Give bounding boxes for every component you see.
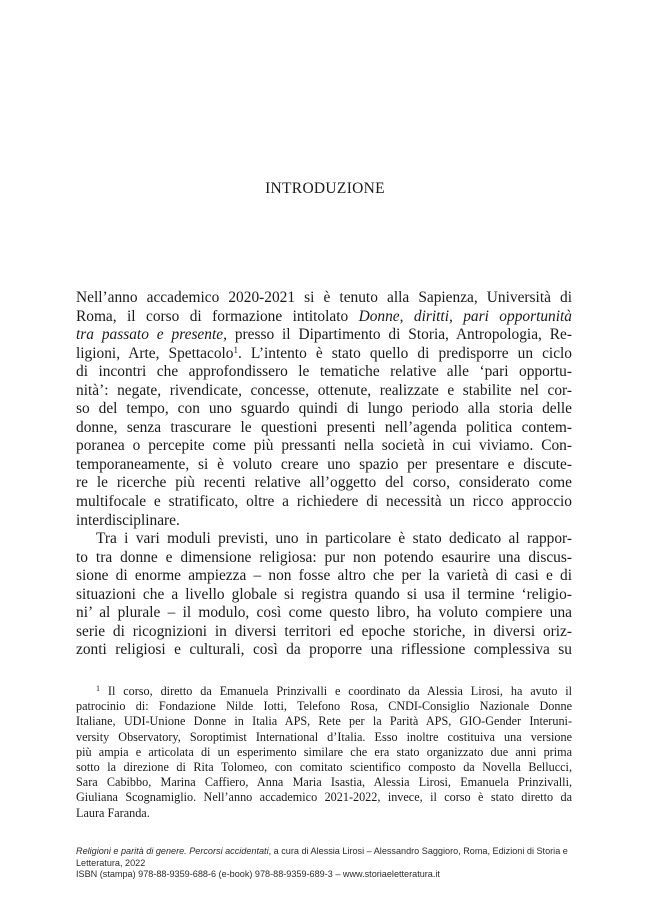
text-line: nità’: negate, rivendicate, concesse, ottenute, realizzate e stabilite nel cor- xyxy=(76,381,572,399)
text-line: sione di enorme ampiezza – non fosse altro che per la varietà di casi e di xyxy=(76,567,572,585)
footnote-line: Laura Faranda. xyxy=(76,805,150,820)
text-line: Tra i vari moduli previsti, uno in particolare è stato dedicato al rappor- xyxy=(96,530,572,548)
text-line: interdisciplinare. xyxy=(76,511,180,529)
text-line: serie di ricognizioni in diversi territori ed epoche storiche, in diversi oriz- xyxy=(76,622,572,640)
text-line: to tra donne e dimensione religiosa: pur non potendo esaurire una discus- xyxy=(76,548,572,566)
footnote-line: più ampia e articolata di un esperimento similare che era stato organizzato due anni prima xyxy=(76,744,572,759)
text-line: Nell’anno accademico 2020-2021 si è tenuto alla Sapienza, Università di xyxy=(76,289,572,306)
isbn-line: ISBN (stampa) 978-88-9359-688-6 (e-book) 978-88-9359-689-3 – www.storiaeletteratura.it xyxy=(76,869,440,880)
text-line: multifocale e stratificato, oltre a richiedere di necessità un ricco approccio xyxy=(76,493,572,511)
footnote-line: versity Observatory, Soroptimist International d’Italia. Esso inoltre costituiva una versione xyxy=(76,729,572,744)
text-line: temporaneamente, si è voluto creare uno spazio per presentare e discute- xyxy=(76,455,572,473)
colophon-line: Letteratura, 2022 xyxy=(76,857,146,868)
chapter-title: INTRODUZIONE xyxy=(265,180,385,197)
course-title-italic: tra passato e presente xyxy=(76,326,224,344)
text-line: poranea o percepite come più pressanti nella società in cui viviamo. Con- xyxy=(76,437,572,455)
text-line: ligioni, Arte, Spettacolo$^1$. L’intento è stato quello di predisporre un ciclo xyxy=(76,344,572,362)
main-text xyxy=(76,289,572,660)
course-title-italic: Donne, diritti, pari opportunità xyxy=(358,307,572,325)
footnote-reference[interactable]: 1 xyxy=(233,344,238,355)
footnote-line: sotto la direzione di Rita Tolomeo, con comitato scientifico composto da Novella Bellucci, xyxy=(76,760,572,775)
footnote-line: Italiane, UDI-Unione Donne in Italia APS, Rete per la Parità APS, GIO-Gender Interuni- xyxy=(76,714,572,729)
colophon-line: Religioni e parità di genere. Percorsi accidentati, a cura di Alessia Lirosi – Alessandro Saggioro, Roma, Edizioni di Storia e xyxy=(76,846,568,856)
text-line: zonti religiosi e culturali, così da proporre una riflessione complessiva su xyxy=(76,641,572,659)
text-line: tra passato e presente, presso il Dipartimento di Storia, Antropologia, Re- xyxy=(76,326,572,344)
text-line: so del tempo, con uno sguardo quindi di lungo periodo alla storia delle xyxy=(76,400,572,418)
text-line: situazioni che a livello globale si registra quando si usa il termine ‘religio- xyxy=(76,585,572,603)
text-line: re le ricerche più recenti relative all’oggetto del corso, considerato come xyxy=(76,474,572,492)
text-line: Roma, il corso di formazione intitolato Donne, diritti, pari opportunità xyxy=(76,307,572,325)
footnote-line: Giuliana Scognamiglio. Nell’anno accademico 2021-2022, invece, il corso è stato diretto da xyxy=(76,790,572,805)
text-line: di incontri che approfondissero le tematiche relative alle ‘pari opportu- xyxy=(76,363,572,381)
book-title: Religioni e parità di genere. Percorsi accidentati xyxy=(76,846,269,856)
footnote xyxy=(76,684,572,821)
text-line: donne, senza trascurare le questioni presenti nell’agenda politica contem- xyxy=(76,418,572,436)
text-line: ni’ al plurale – il modulo, così come questo libro, ha voluto compiere una xyxy=(76,604,572,622)
footnote-line: patrocinio di: Fondazione Nilde Iotti, Telefono Rosa, CNDI-Consiglio Nazionale Donne xyxy=(76,699,572,714)
colophon xyxy=(76,846,576,881)
footnote-line: $^1$ Il corso, diretto da Emanuela Prinzivalli e coordinato da Alessia Lirosi, ha avuto il xyxy=(96,684,573,698)
footnote-line: Sara Cabibbo, Marina Caffiero, Anna Maria Isastia, Alessia Lirosi, Emanuela Prinzivalli, xyxy=(76,775,572,790)
footnote-marker: 1 xyxy=(96,684,100,693)
